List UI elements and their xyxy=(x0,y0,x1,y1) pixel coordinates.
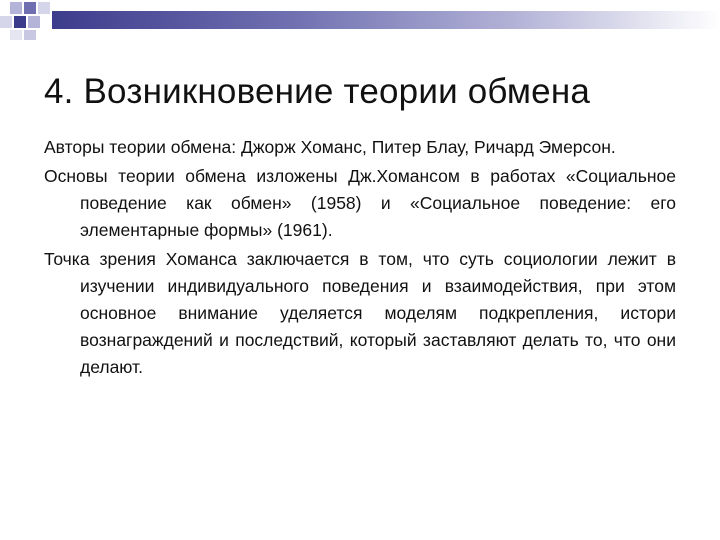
decorative-square xyxy=(0,16,12,28)
decorative-header-strip xyxy=(0,0,720,40)
paragraph-homans-view: Точка зрения Хоманса заключается в том, что суть социологии лежит в изучении индивидуального поведения и взаимодействия, при этом основное внимание уделяется моделям подкрепления, истори вознаграждений и последствий, который заставляют делать то, что они делают. xyxy=(44,249,676,377)
decorative-square xyxy=(38,2,50,14)
slide-body xyxy=(44,134,676,381)
slide-title: 4. Возникновение теории обмена xyxy=(44,72,591,111)
decorative-square xyxy=(10,2,22,14)
decorative-square xyxy=(28,16,40,28)
decorative-square xyxy=(10,30,22,40)
decorative-square xyxy=(24,30,36,40)
header-gradient-bar xyxy=(52,11,720,29)
paragraph-authors: Авторы теории обмена: Джорж Хоманс, Питер Блау, Ричард Эмерсон. xyxy=(44,137,616,157)
decorative-square xyxy=(24,2,36,14)
decorative-square xyxy=(14,16,26,28)
paragraph-foundations: Основы теории обмена изложены Дж.Хомансом в работах «Социальное поведение как обмен» (1958) и «Социальное поведение: его элементарные формы» (1961). xyxy=(44,166,676,240)
